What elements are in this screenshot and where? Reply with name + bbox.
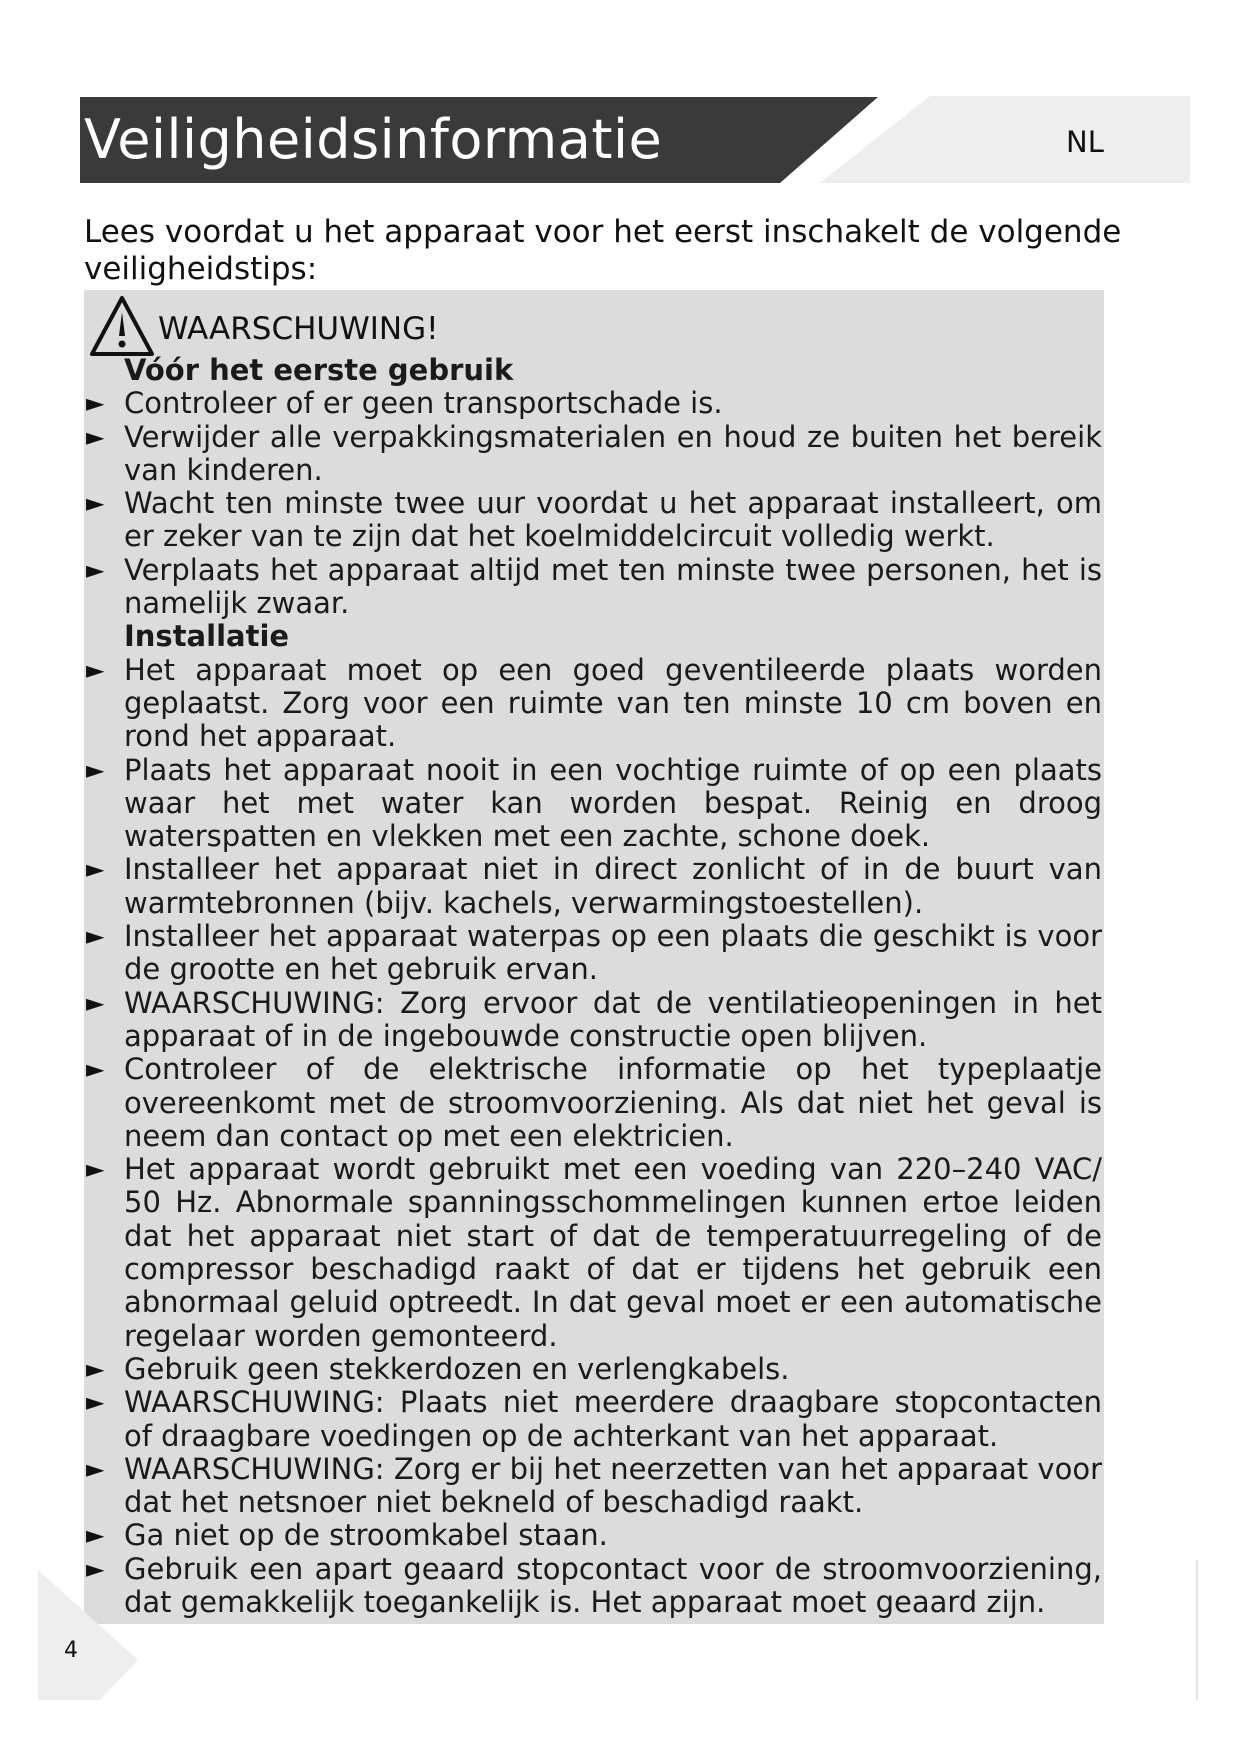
bullet-arrow-icon: ► [86,1055,105,1084]
header-accent-shape [820,96,1190,183]
item-text: Gebruik geen stekkerdozen en verlengkabels. [124,1351,790,1386]
item-text: Ga niet op de stroomkabel staan. [124,1518,608,1553]
page-title: Veiligheidsinformatie [84,108,663,171]
item-text: Het apparaat wordt gebruikt met een voeding van 220–240 VAC/ 50 Hz. Abnormale spanningsschommelingen kunnen ertoe leiden dat het apparaat niet start of dat de temperatuurregeling of de compressor beschadigd raakt of dat er tijdens het gebruik een abnormaal geluid optreedt. In dat geval moet er een automatische regelaar worden gemonteerd. [124,1152,1102,1353]
section-installation [84,620,1102,1619]
list-item [84,1553,1102,1620]
item-list [84,387,1102,620]
bullet-arrow-icon: ► [86,1454,105,1483]
bullet-arrow-icon: ► [86,1554,105,1583]
item-list [84,654,1102,1620]
warning-triangle-icon [88,294,156,360]
item-text: Installeer het apparaat niet in direct zonlicht of in de buurt van warmtebronnen (bijv. kachels, verwarmingstoestellen). [124,852,1102,920]
item-text: Wacht ten minste twee uur voordat u het apparaat installeert, om er zeker van te zijn dat het koelmiddelcircuit volledig werkt. [124,486,1102,554]
list-item [84,1386,1102,1453]
bullet-arrow-icon: ► [86,922,105,951]
bullet-arrow-icon: ► [86,1155,105,1184]
list-item [84,920,1102,987]
intro-text: Lees voordat u het apparaat voor het eerst inschakelt de volgende veiligheidstips: [84,214,1122,287]
bullet-arrow-icon: ► [86,422,105,451]
list-item [84,1153,1102,1353]
list-item [84,1053,1102,1153]
bullet-arrow-icon: ► [86,389,105,418]
item-text: Controleer of er geen transportschade is. [124,386,723,421]
list-item [84,1453,1102,1520]
item-text: Controleer of de elektrische informatie op het typeplaatje overeenkomt met de stroomvoorziening. Als dat niet het geval is neem dan contact op met een elektricien. [124,1052,1102,1153]
page-number: 4 [64,1638,78,1663]
item-text: Het apparaat moet op een goed geventileerde plaats worden geplaatst. Zorg voor een ruimte van ten minste 10 cm boven en rond het apparaat. [124,652,1102,754]
bullet-arrow-icon: ► [86,1354,105,1383]
item-text: Plaats het apparaat nooit in een vochtige ruimte of op een plaats waar het met water kan worden bespat. Reinig en droog waterspatten en vlekken met een zachte, schone doek. [124,752,1102,854]
warning-title: WAARSCHUWING! [158,311,439,347]
item-text: Verwijder alle verpakkingsmaterialen en houd ze buiten het bereik van kinderen. [124,419,1102,487]
bullet-arrow-icon: ► [86,489,105,518]
item-text: Gebruik een apart geaard stopcontact voor de stroomvoorziening, dat gemakkelijk toegankelijk is. Het apparaat moet geaard zijn. [124,1551,1102,1619]
list-item [84,1519,1102,1552]
item-text: WAARSCHUWING: Zorg ervoor dat de ventilatieopeningen in het apparaat of in de ingebouwde constructie open blijven. [124,985,1102,1053]
section-title: Installatie [124,619,290,654]
bullet-arrow-icon: ► [86,1388,105,1417]
list-item [84,421,1102,488]
list-item [84,554,1102,621]
bullet-arrow-icon: ► [86,655,105,684]
list-item [84,1353,1102,1386]
item-text: Verplaats het apparaat altijd met ten minste twee personen, het is namelijk zwaar. [124,552,1102,621]
bullet-arrow-icon: ► [86,755,105,784]
bullet-arrow-icon: ► [86,1521,105,1550]
warning-content [84,354,1102,1619]
list-item [84,387,1102,420]
language-code: NL [1066,125,1104,159]
item-text: WAARSCHUWING: Plaats niet meerdere draagbare stopcontacten of draagbare voedingen op de achterkant van het apparaat. [124,1385,1102,1453]
warning-box [84,290,1104,1624]
page-corner-shape [0,1550,160,1754]
list-item [84,487,1102,554]
bullet-arrow-icon: ► [86,988,105,1017]
page-edge-rule [1196,1560,1198,1700]
list-item [84,754,1102,854]
list-item [84,654,1102,754]
item-text: Installeer het apparaat waterpas op een plaats die geschikt is voor de grootte en het gebruik ervan. [124,919,1102,987]
list-item [84,853,1102,920]
section-title: Vóór het eerste gebruik [124,353,514,387]
item-text: WAARSCHUWING: Zorg er bij het neerzetten van het apparaat voor dat het netsnoer niet bekneld of beschadigd raakt. [124,1451,1102,1520]
section-before-first-use [84,354,1102,620]
bullet-arrow-icon: ► [86,855,105,884]
bullet-arrow-icon: ► [86,555,105,584]
list-item [84,987,1102,1054]
